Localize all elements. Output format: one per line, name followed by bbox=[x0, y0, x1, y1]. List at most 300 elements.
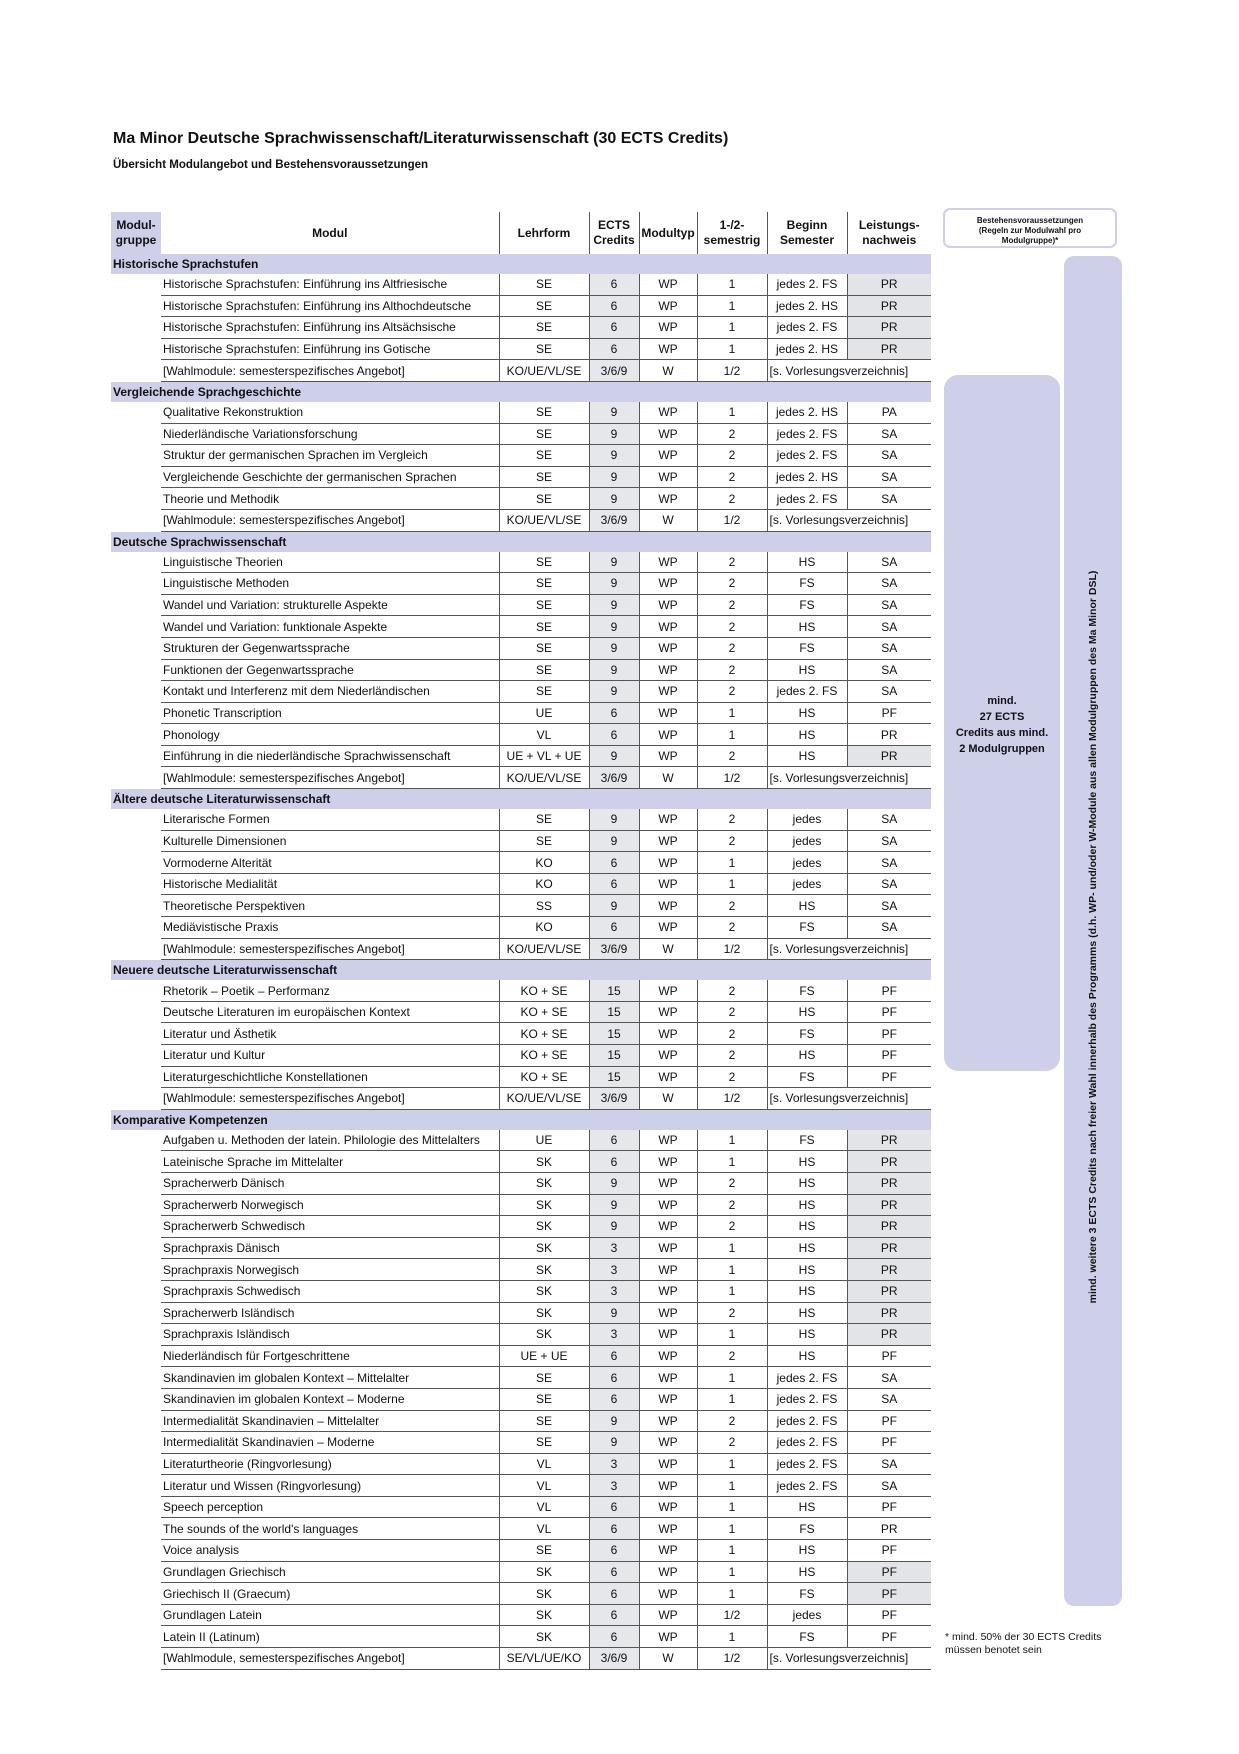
cell-ects: 3/6/9 bbox=[589, 1088, 639, 1110]
col-header-label: Leistungs- nachweis bbox=[858, 218, 920, 247]
cell-ects: 3/6/9 bbox=[589, 360, 639, 382]
cell-modultyp: WP bbox=[639, 895, 697, 917]
cell-modultyp: WP bbox=[639, 724, 697, 746]
cell-modul: Spracherwerb Schwedisch bbox=[161, 1216, 499, 1238]
cell-beginn: HS bbox=[767, 1237, 847, 1259]
table-row bbox=[111, 1648, 931, 1670]
cell-leistungsnachweis: PF bbox=[847, 1604, 931, 1626]
cell-beginn: HS bbox=[767, 1216, 847, 1238]
cell-beginn: FS bbox=[767, 1066, 847, 1088]
cell-leistungsnachweis: SA bbox=[847, 466, 931, 488]
col-header-label: 1-/2- semestrig bbox=[703, 218, 761, 247]
cell-beginn: jedes 2. FS bbox=[767, 445, 847, 467]
cell-group-spacer bbox=[111, 274, 161, 295]
cell-semestrig: 2 bbox=[697, 1410, 767, 1432]
cell-leistungsnachweis: SA bbox=[847, 552, 931, 573]
cell-modultyp: WP bbox=[639, 1367, 697, 1389]
cell-semestrig: 2 bbox=[697, 1302, 767, 1324]
cell-beginn: jedes bbox=[767, 852, 847, 874]
table-row bbox=[111, 1496, 931, 1518]
cell-modultyp: WP bbox=[639, 1302, 697, 1324]
cell-modul: Deutsche Literaturen im europäischen Kontext bbox=[161, 1001, 499, 1023]
cell-leistungsnachweis: PR bbox=[847, 1151, 931, 1173]
table-row bbox=[111, 295, 931, 317]
cell-lehrform: UE + UE bbox=[499, 1345, 589, 1367]
cell-group-spacer bbox=[111, 616, 161, 638]
cell-modultyp: WP bbox=[639, 917, 697, 939]
table-row bbox=[111, 338, 931, 360]
cell-ects: 9 bbox=[589, 1432, 639, 1454]
cell-ects: 6 bbox=[589, 1626, 639, 1648]
table-row bbox=[111, 423, 931, 445]
table-row bbox=[111, 274, 931, 295]
cell-semestrig: 1 bbox=[697, 1151, 767, 1173]
cell-modul: [Wahlmodule: semesterspezifisches Angebot] bbox=[161, 1088, 499, 1110]
cell-semestrig: 2 bbox=[697, 830, 767, 852]
cell-group-spacer bbox=[111, 573, 161, 595]
cell-lehrform: VL bbox=[499, 1496, 589, 1518]
cell-semestrig: 1 bbox=[697, 274, 767, 295]
cell-leistungsnachweis: PR bbox=[847, 1194, 931, 1216]
table-row bbox=[111, 980, 931, 1001]
cell-modultyp: WP bbox=[639, 1237, 697, 1259]
cell-modultyp: WP bbox=[639, 1453, 697, 1475]
cell-lehrform: KO bbox=[499, 852, 589, 874]
cell-leistungsnachweis: SA bbox=[847, 1475, 931, 1497]
cell-ects: 3 bbox=[589, 1324, 639, 1346]
cell-lehrform: SE bbox=[499, 594, 589, 616]
cell-beginn: HS bbox=[767, 616, 847, 638]
cell-ects: 3 bbox=[589, 1259, 639, 1281]
cell-beginn: HS bbox=[767, 1280, 847, 1302]
cell-lehrform: KO/UE/VL/SE bbox=[499, 767, 589, 789]
cell-lehrform: SK bbox=[499, 1626, 589, 1648]
cell-group-spacer bbox=[111, 1066, 161, 1088]
table-row bbox=[111, 1453, 931, 1475]
cell-ects: 6 bbox=[589, 1604, 639, 1626]
cell-group-spacer bbox=[111, 466, 161, 488]
cell-beginn: [s. Vorlesungsverzeichnis] bbox=[767, 1648, 931, 1670]
cell-beginn: HS bbox=[767, 1540, 847, 1562]
cell-modul: Grundlagen Griechisch bbox=[161, 1561, 499, 1583]
cell-group-spacer bbox=[111, 1345, 161, 1367]
table-row bbox=[111, 767, 931, 789]
table-row bbox=[111, 1001, 931, 1023]
cell-modultyp: WP bbox=[639, 809, 697, 830]
cell-semestrig: 1 bbox=[697, 1130, 767, 1151]
table-row bbox=[111, 1475, 931, 1497]
cell-semestrig: 1 bbox=[697, 1259, 767, 1281]
cell-modul: [Wahlmodule: semesterspezifisches Angebot] bbox=[161, 938, 499, 960]
cell-beginn: jedes bbox=[767, 1604, 847, 1626]
cell-semestrig: 1 bbox=[697, 1453, 767, 1475]
table-row bbox=[111, 402, 931, 423]
cell-modul: Sprachpraxis Isländisch bbox=[161, 1324, 499, 1346]
cell-lehrform: SK bbox=[499, 1302, 589, 1324]
cell-semestrig: 1 bbox=[697, 724, 767, 746]
cell-modul: Struktur der germanischen Sprachen im Vergleich bbox=[161, 445, 499, 467]
cell-leistungsnachweis: PF bbox=[847, 1583, 931, 1605]
cell-ects: 6 bbox=[589, 724, 639, 746]
cell-semestrig: 2 bbox=[697, 895, 767, 917]
group-row bbox=[111, 381, 931, 402]
cell-ects: 9 bbox=[589, 616, 639, 638]
cell-lehrform: KO bbox=[499, 873, 589, 895]
cell-beginn: [s. Vorlesungsverzeichnis] bbox=[767, 767, 931, 789]
cell-beginn: FS bbox=[767, 637, 847, 659]
cell-group-spacer bbox=[111, 402, 161, 423]
cell-modul: Niederländisch für Fortgeschrittene bbox=[161, 1345, 499, 1367]
cell-leistungsnachweis: SA bbox=[847, 488, 931, 510]
cell-semestrig: 1 bbox=[697, 1561, 767, 1583]
cell-modultyp: WP bbox=[639, 552, 697, 573]
cell-modul: Einführung in die niederländische Sprachwissenschaft bbox=[161, 745, 499, 767]
table-row bbox=[111, 616, 931, 638]
table-row bbox=[111, 1367, 931, 1389]
cell-ects: 3 bbox=[589, 1453, 639, 1475]
cell-beginn: FS bbox=[767, 1023, 847, 1045]
cell-leistungsnachweis: SA bbox=[847, 659, 931, 681]
table-row bbox=[111, 895, 931, 917]
cell-beginn: [s. Vorlesungsverzeichnis] bbox=[767, 360, 931, 382]
cell-lehrform: SE bbox=[499, 830, 589, 852]
group-row bbox=[111, 1109, 931, 1130]
cell-modultyp: WP bbox=[639, 594, 697, 616]
cell-modul: Vergleichende Geschichte der germanischen Sprachen bbox=[161, 466, 499, 488]
cell-leistungsnachweis: PR bbox=[847, 1172, 931, 1194]
cell-leistungsnachweis: PF bbox=[847, 702, 931, 724]
cell-modultyp: WP bbox=[639, 852, 697, 874]
cell-modul: Phonetic Transcription bbox=[161, 702, 499, 724]
cell-modul: Kulturelle Dimensionen bbox=[161, 830, 499, 852]
cell-modultyp: WP bbox=[639, 1066, 697, 1088]
cell-semestrig: 2 bbox=[697, 1023, 767, 1045]
cell-lehrform: SS bbox=[499, 895, 589, 917]
table-row bbox=[111, 1388, 931, 1410]
cell-modultyp: WP bbox=[639, 1388, 697, 1410]
cell-ects: 6 bbox=[589, 1540, 639, 1562]
cell-lehrform: SE bbox=[499, 445, 589, 467]
cell-modultyp: WP bbox=[639, 445, 697, 467]
page-subtitle: Übersicht Modulangebot und Bestehensvoraussetzungen bbox=[113, 159, 429, 171]
group-name: Vergleichende Sprachgeschichte bbox=[111, 381, 931, 402]
cell-beginn: jedes 2. FS bbox=[767, 488, 847, 510]
table-row bbox=[111, 1583, 931, 1605]
cell-semestrig: 2 bbox=[697, 466, 767, 488]
table-row bbox=[111, 809, 931, 830]
cell-beginn: jedes 2. FS bbox=[767, 1432, 847, 1454]
cell-modultyp: WP bbox=[639, 1496, 697, 1518]
table-row bbox=[111, 681, 931, 703]
cell-lehrform: SK bbox=[499, 1561, 589, 1583]
cell-modul: Lateinische Sprache im Mittelalter bbox=[161, 1151, 499, 1173]
cell-modultyp: WP bbox=[639, 1432, 697, 1454]
cell-semestrig: 1 bbox=[697, 1583, 767, 1605]
cell-modul: Historische Sprachstufen: Einführung ins Althochdeutsche bbox=[161, 295, 499, 317]
cell-ects: 6 bbox=[589, 1345, 639, 1367]
col-header-ects bbox=[589, 212, 639, 254]
cell-semestrig: 2 bbox=[697, 1045, 767, 1067]
cell-modultyp: WP bbox=[639, 338, 697, 360]
table-header-row bbox=[111, 212, 931, 254]
cell-lehrform: SK bbox=[499, 1583, 589, 1605]
cell-leistungsnachweis: PR bbox=[847, 317, 931, 339]
cell-group-spacer bbox=[111, 1367, 161, 1389]
cell-ects: 6 bbox=[589, 317, 639, 339]
cell-lehrform: SK bbox=[499, 1604, 589, 1626]
cell-modultyp: WP bbox=[639, 1324, 697, 1346]
cell-group-spacer bbox=[111, 317, 161, 339]
table-row bbox=[111, 1259, 931, 1281]
cell-lehrform: KO + SE bbox=[499, 1001, 589, 1023]
cell-modultyp: WP bbox=[639, 295, 697, 317]
cell-semestrig: 2 bbox=[697, 423, 767, 445]
cell-beginn: FS bbox=[767, 594, 847, 616]
cell-ects: 6 bbox=[589, 852, 639, 874]
cell-leistungsnachweis: SA bbox=[847, 423, 931, 445]
group-name: Neuere deutsche Literaturwissenschaft bbox=[111, 960, 931, 981]
footnote: * mind. 50% der 30 ECTS Credits müssen benotet sein bbox=[945, 1631, 1102, 1656]
cell-ects: 3/6/9 bbox=[589, 938, 639, 960]
cell-group-spacer bbox=[111, 338, 161, 360]
cell-lehrform: KO/UE/VL/SE bbox=[499, 938, 589, 960]
cell-modultyp: WP bbox=[639, 402, 697, 423]
cell-group-spacer bbox=[111, 1194, 161, 1216]
cell-beginn: HS bbox=[767, 1172, 847, 1194]
col-header-label: ECTS Credits bbox=[593, 218, 635, 247]
cell-modultyp: WP bbox=[639, 1626, 697, 1648]
col-header-modultyp bbox=[639, 212, 697, 254]
table-row bbox=[111, 1518, 931, 1540]
cell-beginn: jedes 2. FS bbox=[767, 1367, 847, 1389]
cell-leistungsnachweis: SA bbox=[847, 573, 931, 595]
table-row bbox=[111, 938, 931, 960]
cell-ects: 15 bbox=[589, 980, 639, 1001]
cell-beginn: FS bbox=[767, 980, 847, 1001]
cell-lehrform: UE + VL + UE bbox=[499, 745, 589, 767]
cell-leistungsnachweis: SA bbox=[847, 616, 931, 638]
cell-semestrig: 1 bbox=[697, 338, 767, 360]
cell-semestrig: 2 bbox=[697, 488, 767, 510]
cell-semestrig: 2 bbox=[697, 552, 767, 573]
group-name: Ältere deutsche Literaturwissenschaft bbox=[111, 789, 931, 810]
cell-modul: Sprachpraxis Dänisch bbox=[161, 1237, 499, 1259]
cell-modultyp: WP bbox=[639, 1280, 697, 1302]
cell-modultyp: WP bbox=[639, 616, 697, 638]
cell-leistungsnachweis: SA bbox=[847, 681, 931, 703]
cell-leistungsnachweis: SA bbox=[847, 637, 931, 659]
cell-modul: Spracherwerb Dänisch bbox=[161, 1172, 499, 1194]
cell-modul: Literatur und Ästhetik bbox=[161, 1023, 499, 1045]
cell-leistungsnachweis: PR bbox=[847, 274, 931, 295]
cell-lehrform: KO + SE bbox=[499, 980, 589, 1001]
cell-modul: Historische Medialität bbox=[161, 873, 499, 895]
cell-modultyp: WP bbox=[639, 1023, 697, 1045]
cell-modul: Literatur und Wissen (Ringvorlesung) bbox=[161, 1475, 499, 1497]
table-row bbox=[111, 1432, 931, 1454]
cell-leistungsnachweis: PR bbox=[847, 1518, 931, 1540]
cell-leistungsnachweis: PF bbox=[847, 1561, 931, 1583]
cell-modul: Speech perception bbox=[161, 1496, 499, 1518]
cell-group-spacer bbox=[111, 1302, 161, 1324]
cell-lehrform: VL bbox=[499, 1518, 589, 1540]
cell-ects: 6 bbox=[589, 1367, 639, 1389]
cell-beginn: HS bbox=[767, 659, 847, 681]
cell-modultyp: WP bbox=[639, 637, 697, 659]
cell-modultyp: W bbox=[639, 509, 697, 531]
cell-leistungsnachweis: SA bbox=[847, 445, 931, 467]
cell-leistungsnachweis: PR bbox=[847, 724, 931, 746]
cell-beginn: jedes 2. FS bbox=[767, 317, 847, 339]
cell-group-spacer bbox=[111, 423, 161, 445]
cell-modultyp: WP bbox=[639, 317, 697, 339]
cell-group-spacer bbox=[111, 917, 161, 939]
cell-group-spacer bbox=[111, 1023, 161, 1045]
cell-beginn: HS bbox=[767, 1001, 847, 1023]
cell-semestrig: 1/2 bbox=[697, 767, 767, 789]
cell-beginn: [s. Vorlesungsverzeichnis] bbox=[767, 938, 931, 960]
cell-lehrform: SE bbox=[499, 1388, 589, 1410]
table-row bbox=[111, 830, 931, 852]
cell-beginn: HS bbox=[767, 895, 847, 917]
cell-lehrform: SK bbox=[499, 1280, 589, 1302]
cell-group-spacer bbox=[111, 852, 161, 874]
cell-lehrform: SE bbox=[499, 274, 589, 295]
cell-semestrig: 1 bbox=[697, 1324, 767, 1346]
cell-modultyp: WP bbox=[639, 274, 697, 295]
cell-lehrform: SK bbox=[499, 1194, 589, 1216]
cell-ects: 9 bbox=[589, 1172, 639, 1194]
cell-ects: 6 bbox=[589, 1518, 639, 1540]
cell-lehrform: SE bbox=[499, 1410, 589, 1432]
table-row bbox=[111, 1345, 931, 1367]
cell-beginn: jedes bbox=[767, 873, 847, 895]
cell-group-spacer bbox=[111, 681, 161, 703]
cell-ects: 9 bbox=[589, 1410, 639, 1432]
cell-beginn: HS bbox=[767, 1259, 847, 1281]
cell-modul: Intermedialität Skandinavien – Mittelalter bbox=[161, 1410, 499, 1432]
cell-group-spacer bbox=[111, 767, 161, 789]
cell-ects: 6 bbox=[589, 1583, 639, 1605]
cell-modultyp: WP bbox=[639, 1561, 697, 1583]
cell-semestrig: 2 bbox=[697, 659, 767, 681]
cell-modul: [Wahlmodule, semesterspezifisches Angebot] bbox=[161, 1648, 499, 1670]
cell-group-spacer bbox=[111, 1453, 161, 1475]
module-table-body bbox=[111, 254, 931, 1669]
cell-ects: 9 bbox=[589, 745, 639, 767]
cell-beginn: jedes 2. FS bbox=[767, 423, 847, 445]
cell-group-spacer bbox=[111, 552, 161, 573]
cell-modul: Historische Sprachstufen: Einführung ins Gotische bbox=[161, 338, 499, 360]
cell-group-spacer bbox=[111, 1475, 161, 1497]
cell-ects: 9 bbox=[589, 402, 639, 423]
cell-lehrform: SE bbox=[499, 466, 589, 488]
table-row bbox=[111, 1130, 931, 1151]
cell-beginn: jedes 2. FS bbox=[767, 1453, 847, 1475]
cell-modultyp: WP bbox=[639, 1130, 697, 1151]
col-header-modulgruppe bbox=[111, 212, 161, 254]
cell-lehrform: UE bbox=[499, 1130, 589, 1151]
cell-modultyp: WP bbox=[639, 980, 697, 1001]
cell-semestrig: 2 bbox=[697, 445, 767, 467]
cell-modul: Funktionen der Gegenwartssprache bbox=[161, 659, 499, 681]
cell-modultyp: W bbox=[639, 1648, 697, 1670]
cell-leistungsnachweis: PF bbox=[847, 1023, 931, 1045]
table-row bbox=[111, 637, 931, 659]
cell-semestrig: 2 bbox=[697, 1432, 767, 1454]
cell-modultyp: WP bbox=[639, 423, 697, 445]
cell-modul: Theoretische Perspektiven bbox=[161, 895, 499, 917]
cell-ects: 6 bbox=[589, 295, 639, 317]
cell-ects: 3/6/9 bbox=[589, 1648, 639, 1670]
cell-modultyp: W bbox=[639, 767, 697, 789]
cell-leistungsnachweis: SA bbox=[847, 1453, 931, 1475]
cell-semestrig: 1 bbox=[697, 1237, 767, 1259]
cell-beginn: FS bbox=[767, 573, 847, 595]
cell-lehrform: SE bbox=[499, 1540, 589, 1562]
cell-semestrig: 1 bbox=[697, 1367, 767, 1389]
cell-group-spacer bbox=[111, 1172, 161, 1194]
table-row bbox=[111, 1302, 931, 1324]
cell-leistungsnachweis: SA bbox=[847, 594, 931, 616]
table-row bbox=[111, 1151, 931, 1173]
cell-modultyp: WP bbox=[639, 1259, 697, 1281]
cell-ects: 9 bbox=[589, 895, 639, 917]
cell-modul: Theorie und Methodik bbox=[161, 488, 499, 510]
cell-ects: 3 bbox=[589, 1280, 639, 1302]
module-table bbox=[111, 212, 931, 1670]
cell-modul: Spracherwerb Norwegisch bbox=[161, 1194, 499, 1216]
cell-semestrig: 2 bbox=[697, 573, 767, 595]
cell-ects: 15 bbox=[589, 1001, 639, 1023]
cell-semestrig: 1 bbox=[697, 1540, 767, 1562]
cell-leistungsnachweis: PF bbox=[847, 980, 931, 1001]
cell-beginn: HS bbox=[767, 702, 847, 724]
cell-modul: Skandinavien im globalen Kontext – Mittelalter bbox=[161, 1367, 499, 1389]
cell-leistungsnachweis: SA bbox=[847, 917, 931, 939]
cell-semestrig: 2 bbox=[697, 1194, 767, 1216]
cell-lehrform: SE bbox=[499, 637, 589, 659]
cell-lehrform: SK bbox=[499, 1324, 589, 1346]
cell-ects: 9 bbox=[589, 445, 639, 467]
col-header-label: Lehrform bbox=[517, 225, 571, 240]
cell-group-spacer bbox=[111, 938, 161, 960]
table-row bbox=[111, 1216, 931, 1238]
cell-group-spacer bbox=[111, 873, 161, 895]
cell-beginn: HS bbox=[767, 1194, 847, 1216]
cell-leistungsnachweis: PF bbox=[847, 1001, 931, 1023]
table-row bbox=[111, 552, 931, 573]
cell-modul: Wandel und Variation: strukturelle Aspekte bbox=[161, 594, 499, 616]
cell-lehrform: KO/UE/VL/SE bbox=[499, 509, 589, 531]
cell-group-spacer bbox=[111, 360, 161, 382]
cell-lehrform: VL bbox=[499, 1453, 589, 1475]
cell-modul: Skandinavien im globalen Kontext – Moderne bbox=[161, 1388, 499, 1410]
cell-modul: Aufgaben u. Methoden der latein. Philologie des Mittelalters bbox=[161, 1130, 499, 1151]
cell-modultyp: WP bbox=[639, 1540, 697, 1562]
cell-semestrig: 1 bbox=[697, 402, 767, 423]
table-row bbox=[111, 466, 931, 488]
cell-lehrform: SE bbox=[499, 552, 589, 573]
col-header-beginn bbox=[767, 212, 847, 254]
group-name: Deutsche Sprachwissenschaft bbox=[111, 531, 931, 552]
cell-group-spacer bbox=[111, 1151, 161, 1173]
cell-lehrform: SE bbox=[499, 1432, 589, 1454]
requirement-box-free-choice bbox=[1064, 256, 1122, 1606]
cell-modultyp: WP bbox=[639, 573, 697, 595]
cell-leistungsnachweis: PR bbox=[847, 295, 931, 317]
col-header-label: Modul bbox=[312, 225, 348, 240]
